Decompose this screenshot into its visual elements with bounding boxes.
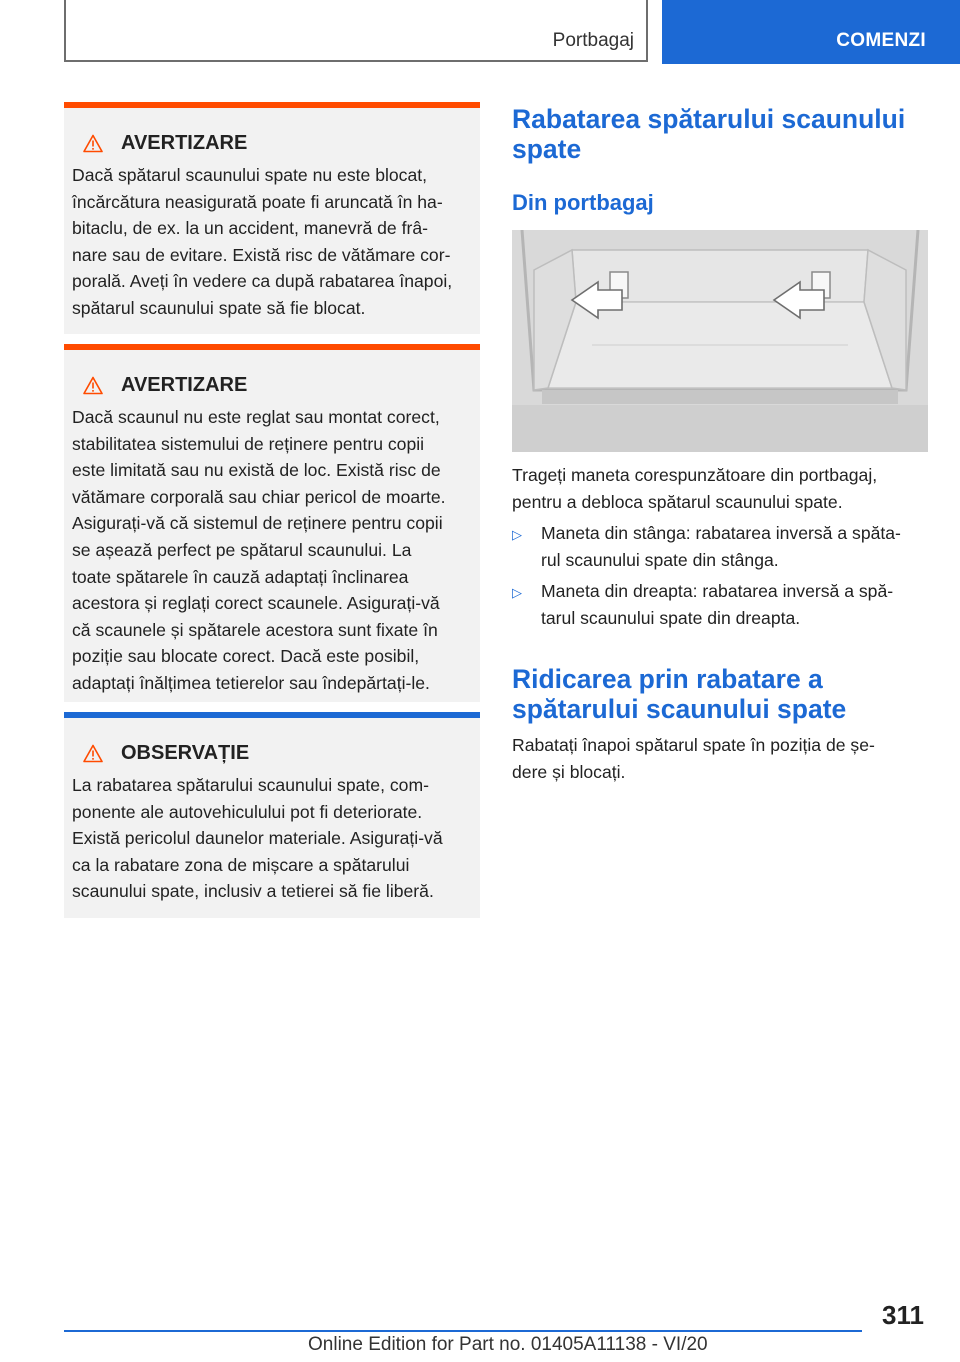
bullet-item (512, 520, 932, 573)
warning-title: AVERTIZARE (121, 131, 248, 154)
text-line: bitaclu, de ex. la un accident, manevră de frâ‐ (72, 218, 428, 239)
text-line: se așează perfect pe spătarul scaunului. La (72, 539, 412, 560)
text-line: pentru a debloca spătarul scaunului spate. (512, 491, 843, 512)
text-line: scaunului spate, inclusiv a tetierei să fie liberă. (72, 881, 434, 902)
text-line: rul scaunului spate din stânga. (541, 549, 779, 570)
header-section-box (64, 0, 648, 62)
trunk-illustration (512, 230, 928, 452)
text-line: este limitată sau nu există de loc. Există risc de (72, 460, 441, 481)
warning-triangle-icon (83, 134, 103, 153)
final-paragraph (512, 732, 932, 785)
text-line: că scaunele și spătarele acestora sunt fixate în (72, 619, 438, 640)
text-line: ponente ale autovehiculului pot fi deteriorate. (72, 801, 423, 822)
text-line: nare sau de evitare. Există risc de vătămare cor‐ (72, 244, 451, 265)
subsection-heading: Din portbagaj (512, 190, 654, 215)
text-line: încărcătura neasigurată poate fi aruncată în ha‐ (72, 191, 443, 212)
footer-rule (64, 1330, 862, 1332)
bullet-text (541, 578, 893, 631)
text-line: stabilitatea sistemului de reținere pentru copii (72, 433, 425, 454)
header-chapter-tab (662, 0, 960, 64)
bullet-triangle-icon: ▷ (512, 527, 522, 542)
page-number: 311 (882, 1300, 924, 1330)
text-line: vătămare corporală sau chiar pericol de moarte. (72, 486, 446, 507)
text-line: Există pericolul daunelor materiale. Asigurați-vă (72, 828, 443, 849)
warning-triangle-icon (83, 376, 103, 395)
text-line: Dacă spătarul scaunului spate nu este blocat, (72, 165, 428, 185)
text-line: La rabatarea spătarului scaunului spate, com‐ (72, 775, 429, 795)
bullet-text (541, 520, 901, 573)
text-line: porală. Aveți în vedere ca după rabatarea înapoi, (72, 271, 453, 292)
warning-box-header (83, 130, 472, 156)
text-line: Maneta din dreapta: rabatarea inversă a spă‐ (541, 581, 894, 601)
notice-title: OBSERVAȚIE (121, 741, 250, 764)
warning-triangle-icon (83, 744, 103, 763)
text-line: Trageți maneta corespunzătoare din portbagaj, (512, 465, 878, 485)
text-line: poziție sau blocate corect. Dacă este posibil, (72, 646, 420, 667)
text-line: Dacă scaunul nu este reglat sau montat corect, (72, 407, 440, 427)
header-chapter-title: COMENZI (836, 30, 926, 51)
text-line: ca la rabatare zona de mișcare a spătarului (72, 854, 410, 875)
warning-box-header (83, 372, 472, 398)
bullet-triangle-icon: ▷ (512, 585, 522, 600)
text-line: Maneta din stânga: rabatarea inversă a spăta‐ (541, 523, 901, 543)
trunk-drawing (512, 230, 928, 452)
text-line: adaptați înălțimea tetierelor sau îndepărtați-le. (72, 672, 430, 693)
text-line: dere și blocați. (512, 761, 626, 782)
notice-box-header (83, 740, 472, 766)
text-line: Rabatați înapoi spătarul spate în poziția de șe‐ (512, 735, 875, 755)
text-line: acestora și reglați corect scaunele. Asigurați-vă (72, 593, 440, 614)
section-heading: Rabatarea spătarului scaunului spate (512, 104, 906, 164)
warning-title: AVERTIZARE (121, 373, 248, 396)
text-line: spătarul scaunului spate să fie blocat. (72, 297, 366, 318)
warning-text (72, 162, 472, 322)
warning-text (72, 404, 472, 697)
bullet-item (512, 578, 932, 631)
warning-box-1 (64, 102, 480, 334)
header-section-title: Portbagaj (552, 30, 634, 51)
notice-box (64, 712, 480, 918)
footer-edition: Online Edition for Part no. 01405A11138 - VI/20 (308, 1334, 708, 1355)
text-line: tarul scaunului spate din dreapta. (541, 607, 801, 628)
notice-text (72, 772, 472, 905)
instruction-paragraph (512, 462, 932, 515)
warning-box-2 (64, 344, 480, 702)
section-heading: Ridicarea prin rabatare a spătarului scaunului spate (512, 664, 847, 724)
text-line: Asigurați-vă că sistemul de reținere pentru copii (72, 513, 443, 534)
text-line: toate spătarele în cauză adaptați înclinarea (72, 566, 409, 587)
